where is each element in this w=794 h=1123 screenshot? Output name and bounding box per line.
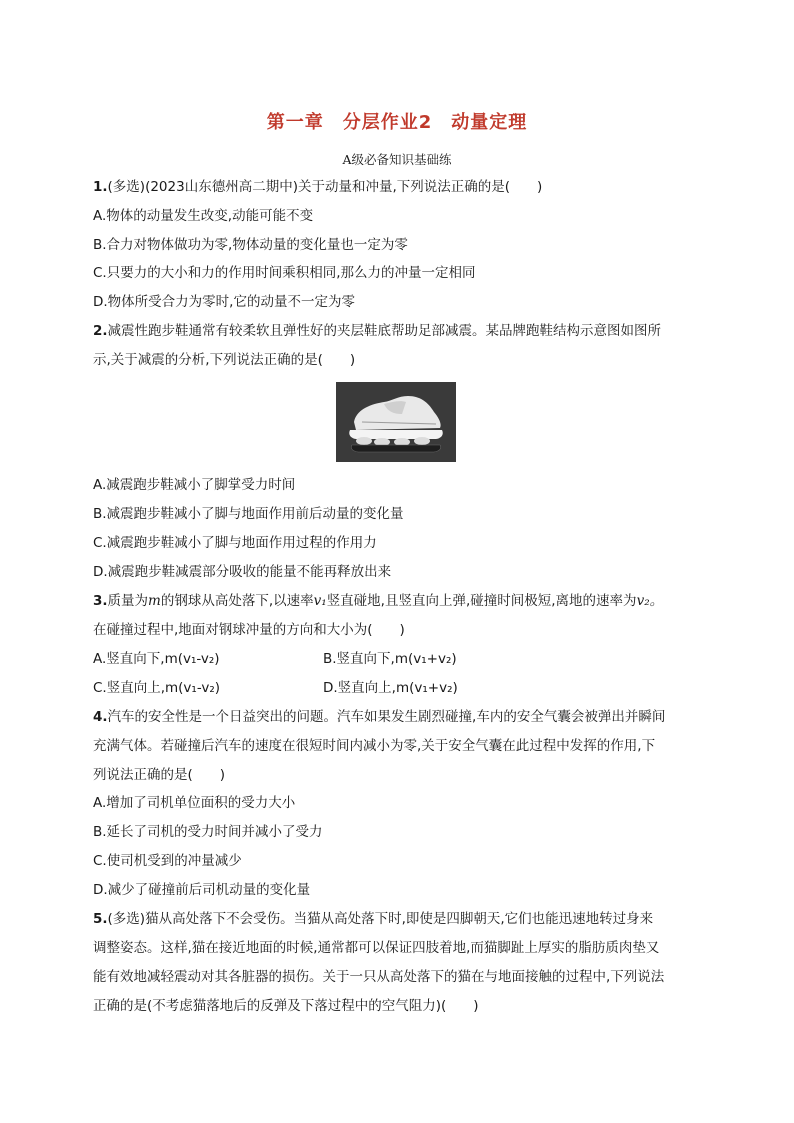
shoe-structure-image bbox=[336, 382, 456, 462]
question-3-stem-cont: 在碰撞过程中,地面对钢球冲量的方向和大小为( ) bbox=[93, 622, 405, 638]
question-text: (多选)猫从高处落下不会受伤。当猫从高处落下时,即使是四脚朝天,它们也能迅速地转过身来 bbox=[107, 911, 654, 927]
q2-option-d: D.减震跑步鞋减震部分吸收的能量不能再释放出来 bbox=[93, 564, 392, 580]
q4-option-a: A.增加了司机单位面积的受力大小 bbox=[93, 795, 296, 811]
question-4-stem bbox=[93, 708, 665, 726]
question-5-stem-cont: 正确的是(不考虑猫落地后的反弹及下落过程中的空气阻力)( ) bbox=[93, 998, 479, 1014]
question-2-stem bbox=[93, 322, 661, 340]
question-1-stem bbox=[93, 178, 542, 196]
question-4-stem-cont: 列说法正确的是( ) bbox=[93, 767, 226, 783]
question-number: 4. bbox=[93, 709, 108, 725]
velocity-variable: v₁ bbox=[313, 593, 327, 609]
question-2-stem-cont: 示,关于减震的分析,下列说法正确的是( ) bbox=[93, 352, 356, 368]
q2-option-c: C.减震跑步鞋减小了脚与地面作用过程的作用力 bbox=[93, 535, 377, 551]
question-5-stem-cont: 调整姿态。这样,猫在接近地面的时候,通常都可以保证四肢着地,而猫脚趾上厚实的脂肪质肉垫又 bbox=[93, 940, 660, 956]
q1-option-a: A.物体的动量发生改变,动能可能不变 bbox=[93, 208, 314, 224]
page-title: 第一章 分层作业2 动量定理 bbox=[266, 112, 528, 133]
question-text: 汽车的安全性是一个日益突出的问题。汽车如果发生剧烈碰撞,车内的安全气囊会被弹出并瞬间 bbox=[107, 709, 666, 725]
q1-option-b: B.合力对物体做功为零,物体动量的变化量也一定为零 bbox=[93, 237, 408, 253]
q3-option-d: D.竖直向上,m(v₁+v₂) bbox=[323, 680, 458, 696]
section-heading: A级必备知识基础练 bbox=[342, 152, 452, 167]
question-5-stem-cont: 能有效地减轻震动对其各脏器的损伤。关于一只从高处落下的猫在与地面接触的过程中,下列说法 bbox=[93, 969, 665, 985]
question-number: 5. bbox=[93, 911, 108, 927]
q2-option-a: A.减震跑步鞋减小了脚掌受力时间 bbox=[93, 477, 296, 493]
q3-option-a: A.竖直向下,m(v₁-v₂) bbox=[93, 651, 220, 667]
question-number: 1. bbox=[93, 179, 108, 195]
velocity-variable: v₂。 bbox=[636, 593, 664, 609]
q1-option-d: D.物体所受合力为零时,它的动量不一定为零 bbox=[93, 294, 355, 310]
question-3-stem bbox=[93, 592, 663, 610]
q3-option-b: B.竖直向下,m(v₁+v₂) bbox=[323, 651, 457, 667]
q4-option-b: B.延长了司机的受力时间并减小了受力 bbox=[93, 824, 323, 840]
mass-variable: m bbox=[148, 593, 161, 609]
question-number: 3. bbox=[93, 593, 108, 609]
question-text: 质量为 bbox=[107, 593, 149, 609]
q2-option-b: B.减震跑步鞋减小了脚与地面作用前后动量的变化量 bbox=[93, 506, 404, 522]
question-text: 减震性跑步鞋通常有较柔软且弹性好的夹层鞋底帮助足部减震。某品牌跑鞋结构示意图如图所 bbox=[107, 323, 662, 339]
question-text: 的钢球从高处落下,以速率 bbox=[160, 593, 314, 609]
question-number: 2. bbox=[93, 323, 108, 339]
q4-option-d: D.减少了碰撞前后司机动量的变化量 bbox=[93, 882, 311, 898]
question-text: 竖直碰地,且竖直向上弹,碰撞时间极短,离地的速率为 bbox=[326, 593, 637, 609]
question-5-stem bbox=[93, 910, 653, 928]
question-text: (多选)(2023山东德州高二期中)关于动量和冲量,下列说法正确的是( ) bbox=[107, 179, 543, 195]
question-4-stem-cont: 充满气体。若碰撞后汽车的速度在很短时间内减小为零,关于安全气囊在此过程中发挥的作用,下 bbox=[93, 738, 656, 754]
q3-option-c: C.竖直向上,m(v₁-v₂) bbox=[93, 680, 221, 696]
q4-option-c: C.使司机受到的冲量减少 bbox=[93, 853, 242, 869]
q1-option-c: C.只要力的大小和力的作用时间乘积相同,那么力的冲量一定相同 bbox=[93, 265, 476, 281]
